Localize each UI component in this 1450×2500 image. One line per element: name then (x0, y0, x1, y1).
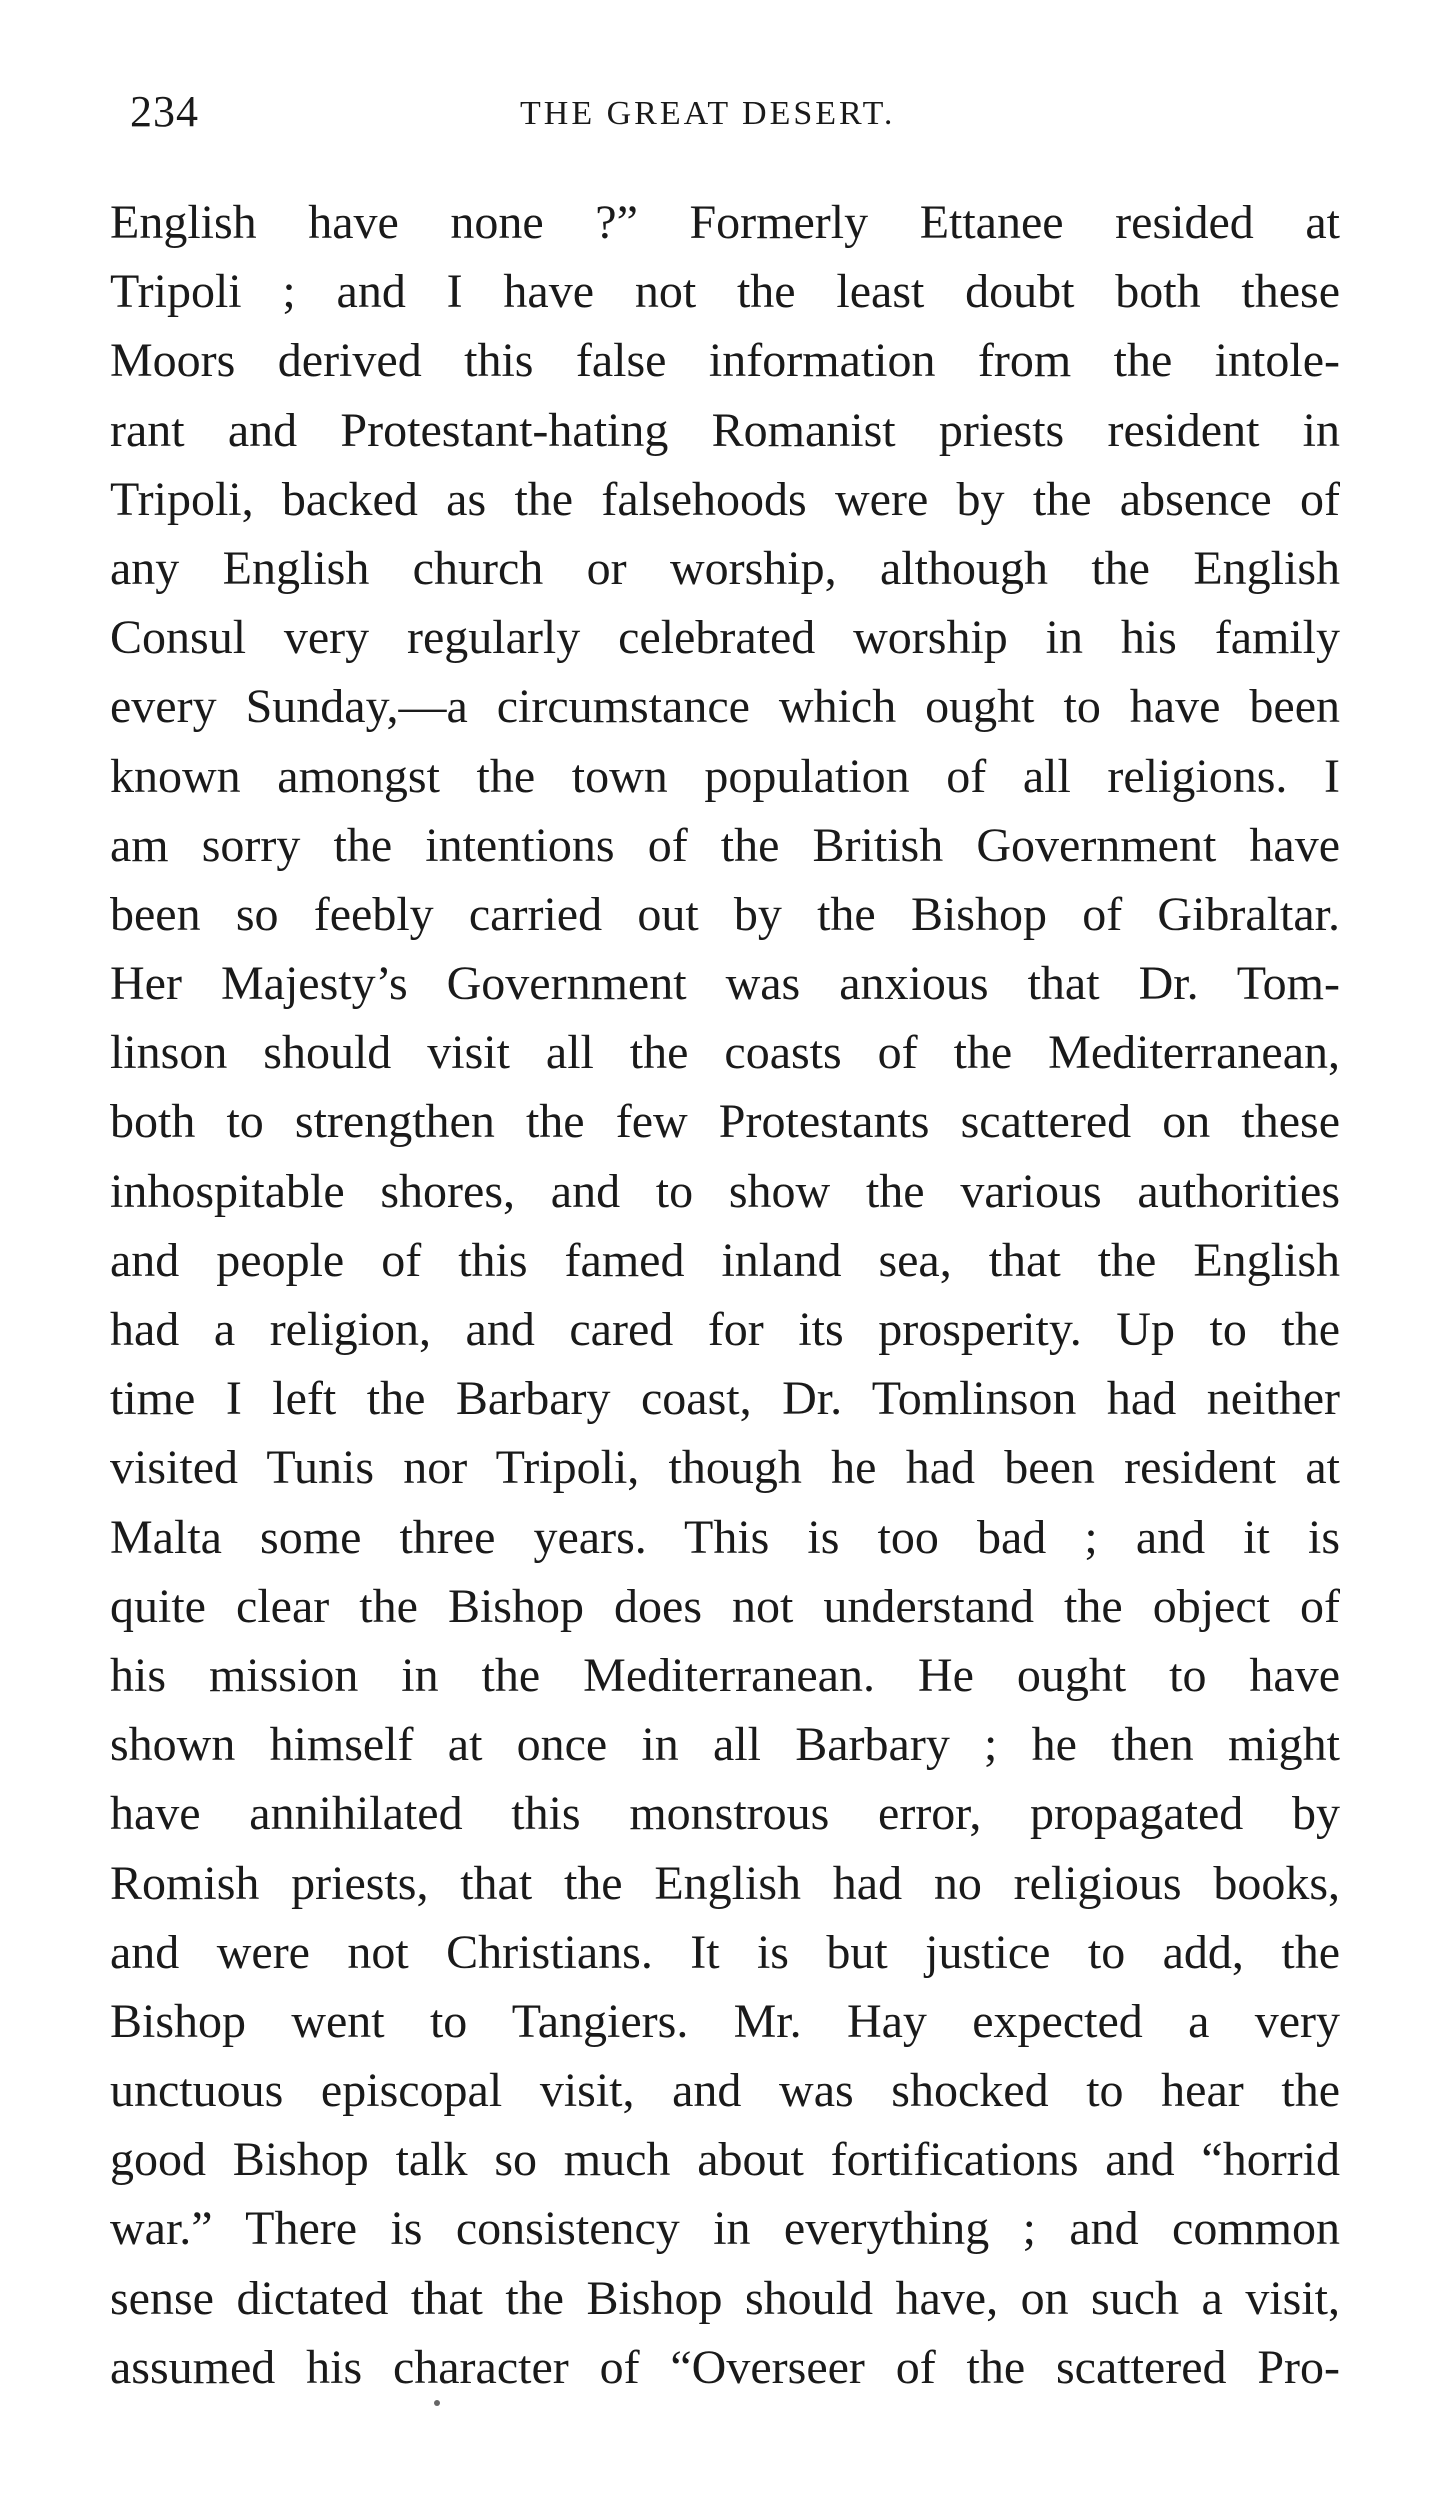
text-line: Tripoli ; and I have not the least doubt both these (110, 265, 1340, 319)
text-line: time I left the Barbary coast, Dr. Tomlinson had neither (110, 1372, 1340, 1426)
text-line: good Bishop talk so much about fortifications and “horrid (110, 2133, 1340, 2187)
text-line: quite clear the Bishop does not understand the object of (110, 1579, 1340, 1633)
body-text (110, 188, 1340, 2402)
text-line: any English church or worship, although the English (110, 541, 1340, 595)
running-title: THE GREAT DESERT. (520, 95, 896, 132)
text-line: Romish priests, that the English had no religious books, (110, 1856, 1340, 1910)
text-line: Moors derived this false information from the intole- (110, 334, 1340, 388)
text-line: Consul very regularly celebrated worship in his family (110, 611, 1340, 665)
running-head (130, 82, 1360, 142)
text-line: Malta some three years. This is too bad ; and it is (110, 1510, 1340, 1564)
text-line: assumed his character of “Overseer of the scattered Pro- (110, 2340, 1340, 2394)
text-line: sense dictated that the Bishop should have, on such a visit, (110, 2271, 1340, 2325)
text-line: shown himself at once in all Barbary ; he then might (110, 1718, 1340, 1772)
text-line: have annihilated this monstrous error, propagated by (110, 1787, 1340, 1841)
text-line: inhospitable shores, and to show the various authorities (110, 1164, 1340, 1218)
text-line: his mission in the Mediterranean. He ought to have (110, 1648, 1340, 1702)
text-line: had a religion, and cared for its prosperity. Up to the (110, 1303, 1340, 1356)
text-line: both to strengthen the few Protestants scattered on these (110, 1095, 1340, 1149)
text-line: linson should visit all the coasts of the Mediterranean, (110, 1026, 1340, 1080)
text-line: war.” There is consistency in everything ; and common (110, 2202, 1340, 2256)
text-line: every Sunday,—a circumstance which ought to have been (110, 680, 1340, 734)
text-line: rant and Protestant-hating Romanist priests resident in (110, 403, 1340, 457)
text-line: Her Majesty’s Government was anxious that Dr. Tom- (110, 957, 1340, 1011)
text-line: visited Tunis nor Tripoli, though he had been resident at (110, 1441, 1340, 1495)
text-line: Bishop went to Tangiers. Mr. Hay expected a very (110, 1994, 1340, 2048)
text-line: and people of this famed inland sea, that the English (110, 1233, 1340, 1287)
ink-speck (434, 2400, 440, 2406)
text-line: known amongst the town population of all religions. I (110, 749, 1340, 803)
page-number: 234 (130, 87, 199, 136)
text-line: Tripoli, backed as the falsehoods were by the absence of (110, 472, 1340, 526)
text-line: unctuous episcopal visit, and was shocked to hear the (110, 2064, 1340, 2118)
text-line: am sorry the intentions of the British Government have (110, 818, 1340, 872)
text-line: and were not Christians. It is but justice to add, the (110, 1925, 1340, 1979)
text-line: English have none ?” Formerly Ettanee resided at (110, 196, 1340, 249)
text-line: been so feebly carried out by the Bishop of Gibraltar. (110, 887, 1340, 941)
